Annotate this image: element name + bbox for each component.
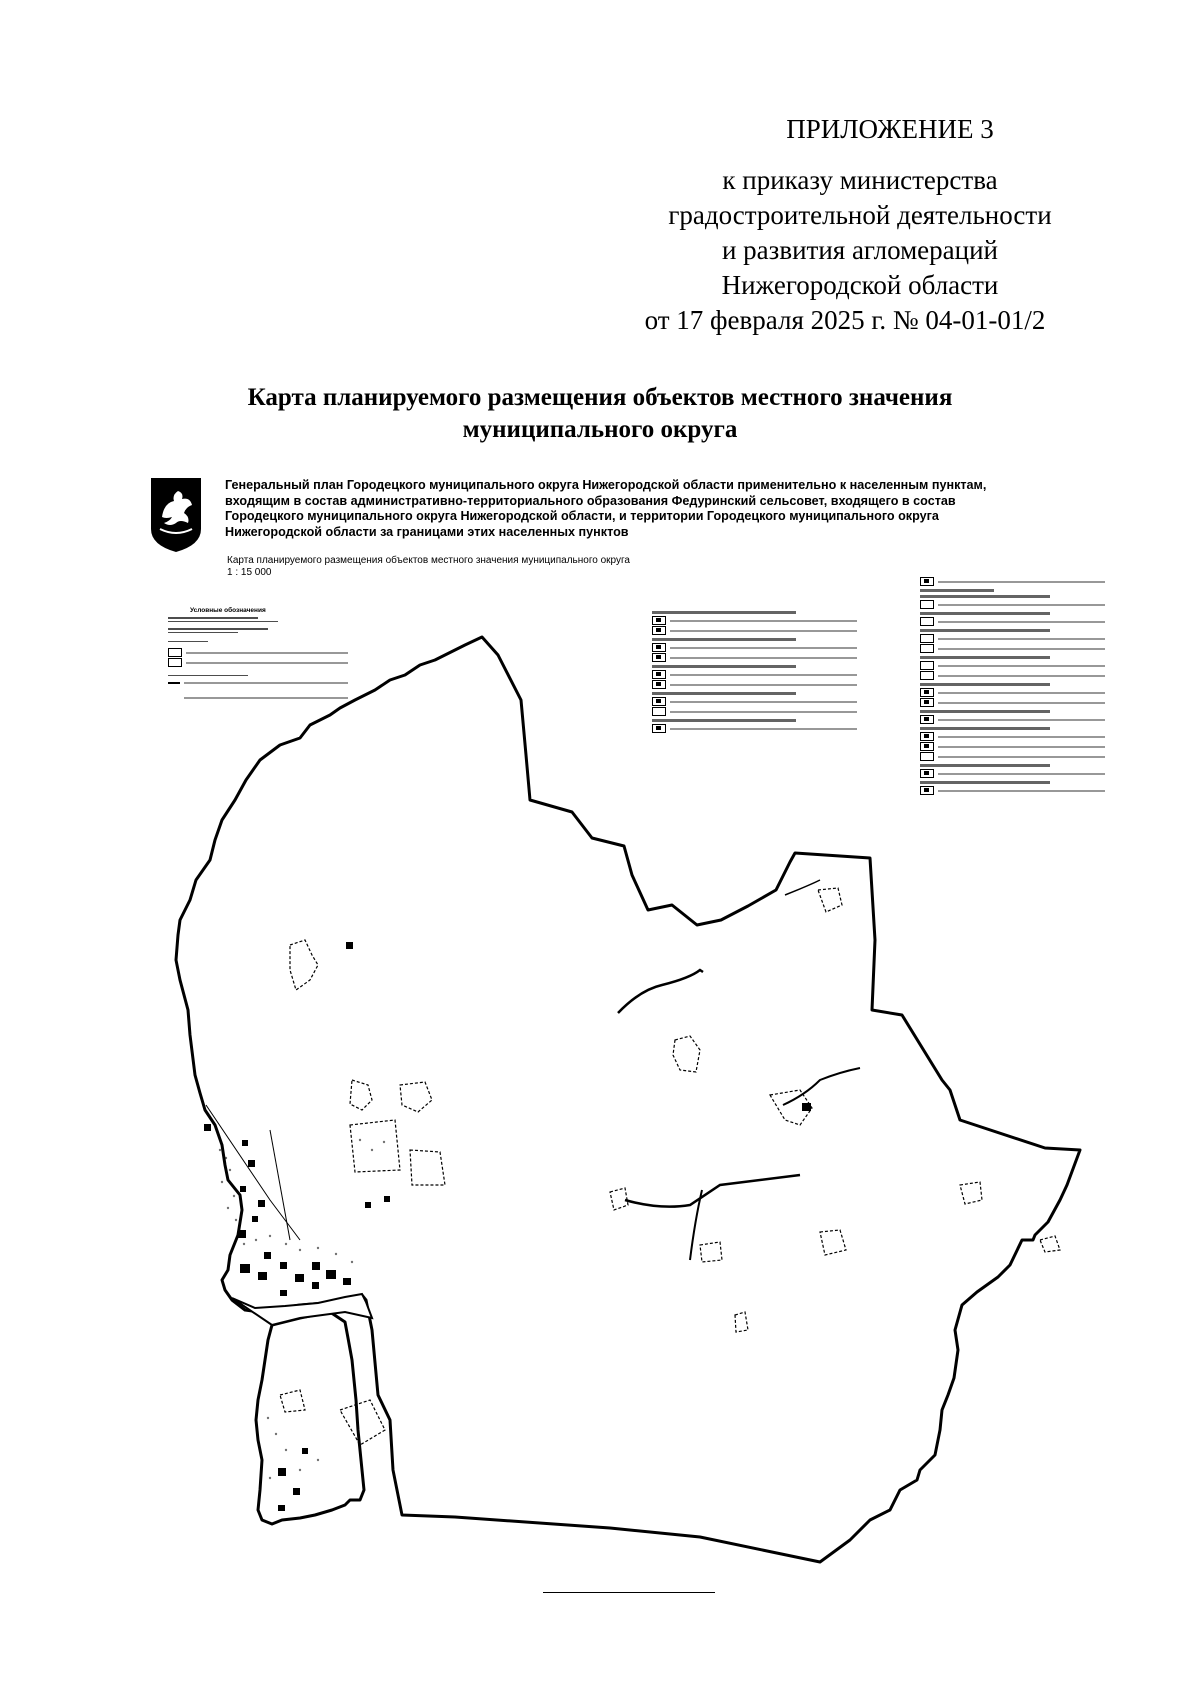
- appendix-line: и развития агломераций: [721, 235, 998, 265]
- map-subtitle: Карта планируемого размещения объектов местного значения муниципального округа: [227, 555, 630, 566]
- facility-marker: [293, 1488, 300, 1495]
- map-header-line: Нижегородской области за границами этих населенных пунктов: [225, 524, 629, 539]
- road: [618, 970, 703, 1013]
- facility-marker: [242, 1140, 248, 1146]
- map-legend-left: [168, 607, 348, 703]
- facility-marker: [264, 1252, 271, 1259]
- settlement-outline: [410, 1150, 445, 1185]
- facility-marker: [295, 1274, 304, 1282]
- settlement-outline: [818, 888, 842, 912]
- map-header-line: Городецкого муниципального округа Нижегородской области, и территории Городецкого муниципального округа: [225, 509, 939, 523]
- footer-rule: [543, 1592, 715, 1593]
- title-line-1: Карта планируемого размещения объектов местного значения: [247, 384, 953, 411]
- title-line-2: муниципального округа: [462, 416, 738, 443]
- road: [783, 1068, 860, 1105]
- facility-marker: [365, 1202, 371, 1208]
- territory-boundary-lower: [256, 1312, 364, 1524]
- road: [785, 880, 820, 895]
- map-scale: 1 : 15 000: [227, 567, 272, 578]
- settlement-outline: [673, 1036, 700, 1072]
- appendix-date-line: от 17 февраля 2025 г. № 04-01-01/2: [644, 305, 1046, 335]
- facility-marker: [258, 1272, 267, 1280]
- map-legend-right: [920, 576, 1105, 796]
- facility-marker: [240, 1264, 250, 1273]
- facility-marker: [384, 1196, 390, 1202]
- appendix-line: градостроительной деятельности: [668, 200, 1052, 230]
- settlement-outline: [400, 1082, 432, 1112]
- settlement-outline: [1040, 1236, 1060, 1252]
- appendix-line: Нижегородской области: [721, 270, 999, 300]
- road: [625, 1175, 800, 1207]
- facility-marker: [312, 1262, 320, 1270]
- facility-marker: [346, 942, 353, 949]
- appendix-heading: ПРИЛОЖЕНИЕ 3: [786, 114, 994, 144]
- appendix-line: к приказу министерства: [722, 165, 998, 195]
- settlement-outline: [290, 940, 318, 990]
- facility-marker: [240, 1186, 246, 1192]
- road: [270, 1130, 290, 1240]
- settlement-outline: [700, 1242, 722, 1262]
- facility-marker: [204, 1124, 211, 1131]
- facility-marker: [326, 1270, 336, 1279]
- facility-marker: [312, 1282, 319, 1289]
- facility-marker: [278, 1468, 286, 1476]
- settlement-outline: [735, 1312, 748, 1332]
- facility-marker: [252, 1216, 258, 1222]
- settlement-outline: [960, 1182, 982, 1204]
- facility-marker: [343, 1278, 351, 1285]
- river-bay: [232, 1294, 372, 1325]
- settlement-outline: [280, 1390, 305, 1412]
- facility-marker: [280, 1290, 287, 1296]
- facility-marker: [278, 1505, 285, 1511]
- facility-marker: [248, 1160, 255, 1167]
- legend-title: Условные обозначения: [190, 607, 266, 614]
- settlement-outline: [350, 1120, 400, 1172]
- settlement-outline: [820, 1230, 846, 1255]
- facility-marker: [280, 1262, 287, 1269]
- facility-marker: [238, 1230, 246, 1238]
- settlement-outline: [340, 1400, 385, 1445]
- settlement-outline: [350, 1080, 372, 1110]
- map-header-line: Генеральный план Городецкого муниципального округа Нижегородской области применительно к населенным пунктам,: [225, 478, 987, 492]
- map-legend-middle: [652, 608, 857, 734]
- map-header-line: входящим в состав административно-территориального образования Федуринский сельсовет, входящего в состав: [225, 493, 956, 508]
- facility-marker: [258, 1200, 265, 1207]
- facility-marker: [302, 1448, 308, 1454]
- facility-marker: [802, 1103, 811, 1111]
